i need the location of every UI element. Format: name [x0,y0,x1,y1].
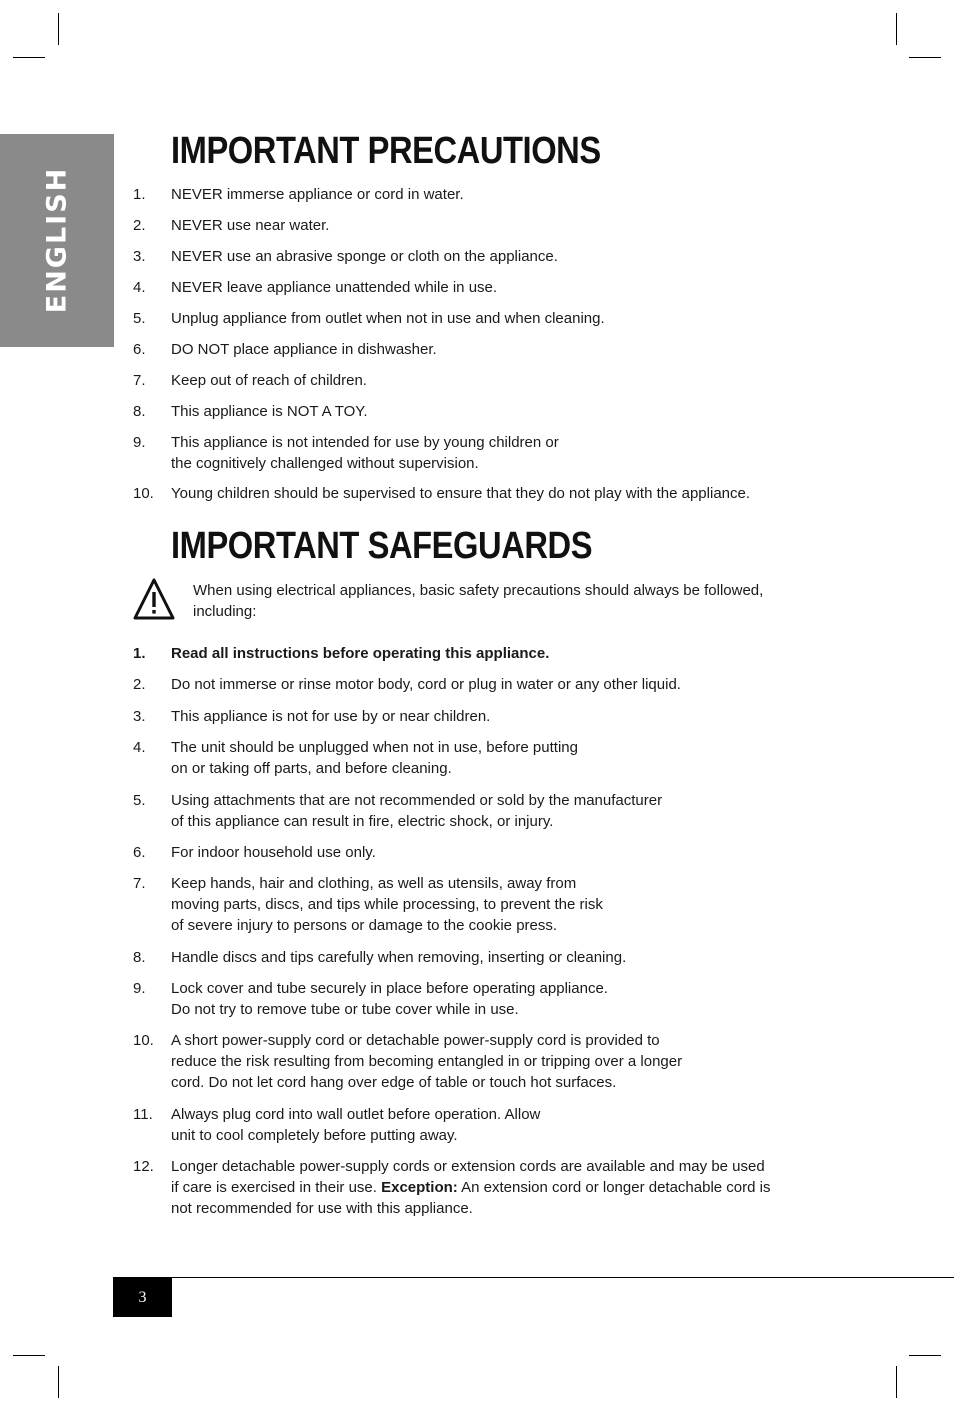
item-number: 2. [133,217,146,234]
crop-mark [909,1355,941,1356]
item-number: 6. [133,341,146,358]
page-number: 3 [113,1278,172,1317]
item-text-line: Do not try to remove tube or tube cover while in use. [171,1001,519,1018]
item-number: 11. [133,1106,153,1123]
item-text [171,790,831,832]
crop-mark [896,13,897,45]
item-text: Unplug appliance from outlet when not in use and when cleaning. [171,310,605,327]
item-text-line: The unit should be unplugged when not in use, before putting [171,739,578,756]
item-text [171,1156,831,1219]
item-text-line: the cognitively challenged without supervision. [171,455,479,472]
item-text-line: Longer detachable power-supply cords or extension cords are available and may be used [171,1158,765,1175]
item-text [171,737,831,779]
item-number: 2. [133,676,146,693]
item-number: 7. [133,875,146,892]
item-number: 10. [133,485,154,502]
item-number: 10. [133,1032,154,1049]
item-text-line: reduce the risk resulting from becoming entangled in or tripping over a longer [171,1053,683,1070]
item-text-line: Using attachments that are not recommended or sold by the manufacturer [171,792,663,809]
language-tab-label: ENGLISH [41,166,73,314]
item-text [171,432,831,474]
safeguards-title: IMPORTANT SAFEGUARDS [171,525,593,567]
crop-mark [896,1366,897,1398]
item-text-line: on or taking off parts, and before cleaning. [171,760,452,777]
item-text: Handle discs and tips carefully when removing, inserting or cleaning. [171,949,627,966]
item-number: 3. [133,248,146,265]
item-text-line: Keep hands, hair and clothing, as well as utensils, away from [171,875,577,892]
item-text: Do not immerse or rinse motor body, cord or plug in water or any other liquid. [171,676,681,693]
item-text [171,1030,831,1093]
precautions-title: IMPORTANT PRECAUTIONS [171,130,601,172]
item-number: 4. [133,739,146,756]
item-text-line: A short power-supply cord or detachable power-supply cord is provided to [171,1032,660,1049]
item-text-line: An extension cord or longer detachable cord is [457,1179,771,1196]
item-number: 1. [133,186,146,203]
footer-rule [113,1277,954,1278]
item-text: NEVER use an abrasive sponge or cloth on the appliance. [171,248,558,265]
item-text: This appliance is NOT A TOY. [171,403,368,420]
item-number: 7. [133,372,146,389]
item-text [171,1104,831,1146]
crop-mark [13,57,45,58]
safeguards-intro [193,580,813,622]
language-side-tab [0,134,114,347]
item-number: 5. [133,792,146,809]
item-number: 9. [133,980,146,997]
item-text: Read all instructions before operating this appliance. [171,645,550,662]
exception-label: Exception: [381,1179,458,1196]
item-number: 9. [133,434,146,451]
item-text: NEVER use near water. [171,217,330,234]
crop-mark [58,1366,59,1398]
item-text-line: This appliance is not intended for use by young children or [171,434,559,451]
item-text: Keep out of reach of children. [171,372,367,389]
item-text: NEVER leave appliance unattended while in use. [171,279,498,296]
item-text-line: cord. Do not let cord hang over edge of table or touch hot surfaces. [171,1074,617,1091]
item-text [171,873,831,936]
item-text-line: of this appliance can result in fire, electric shock, or injury. [171,813,554,830]
item-text: This appliance is not for use by or near children. [171,708,491,725]
item-number: 8. [133,403,146,420]
item-text-line: of severe injury to persons or damage to the cookie press. [171,917,558,934]
item-text: DO NOT place appliance in dishwasher. [171,341,437,358]
warning-triangle-icon [133,577,175,621]
intro-line: including: [193,603,257,620]
item-text-line: Lock cover and tube securely in place before operating appliance. [171,980,608,997]
item-number: 12. [133,1158,154,1175]
item-text: NEVER immerse appliance or cord in water. [171,186,464,203]
item-number: 8. [133,949,146,966]
crop-mark [909,57,941,58]
intro-line: When using electrical appliances, basic safety precautions should always be followed, [193,582,764,599]
item-text: For indoor household use only. [171,844,376,861]
crop-mark [58,13,59,45]
item-text-line: not recommended for use with this appliance. [171,1200,473,1217]
item-text: Young children should be supervised to ensure that they do not play with the appliance. [171,485,751,502]
crop-mark [13,1355,45,1356]
item-number: 6. [133,844,146,861]
item-text-line: Always plug cord into wall outlet before operation. Allow [171,1106,541,1123]
item-text-line: unit to cool completely before putting away. [171,1127,458,1144]
item-text [171,978,831,1020]
item-text-line: moving parts, discs, and tips while processing, to prevent the risk [171,896,603,913]
item-number: 1. [133,645,146,662]
item-number: 3. [133,708,146,725]
item-text-line: if care is exercised in their use. [171,1179,382,1196]
item-number: 4. [133,279,146,296]
item-number: 5. [133,310,146,327]
